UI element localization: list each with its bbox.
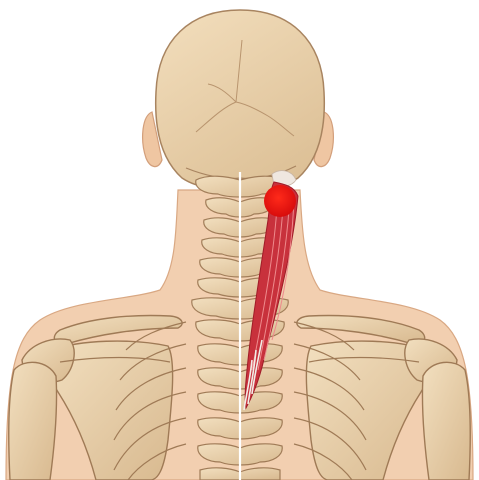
- skull-cranium: [156, 10, 325, 188]
- humerus-left: [9, 362, 57, 480]
- skull: [156, 10, 325, 188]
- trigger-point-marker: [264, 185, 296, 217]
- humerus-right: [422, 362, 470, 480]
